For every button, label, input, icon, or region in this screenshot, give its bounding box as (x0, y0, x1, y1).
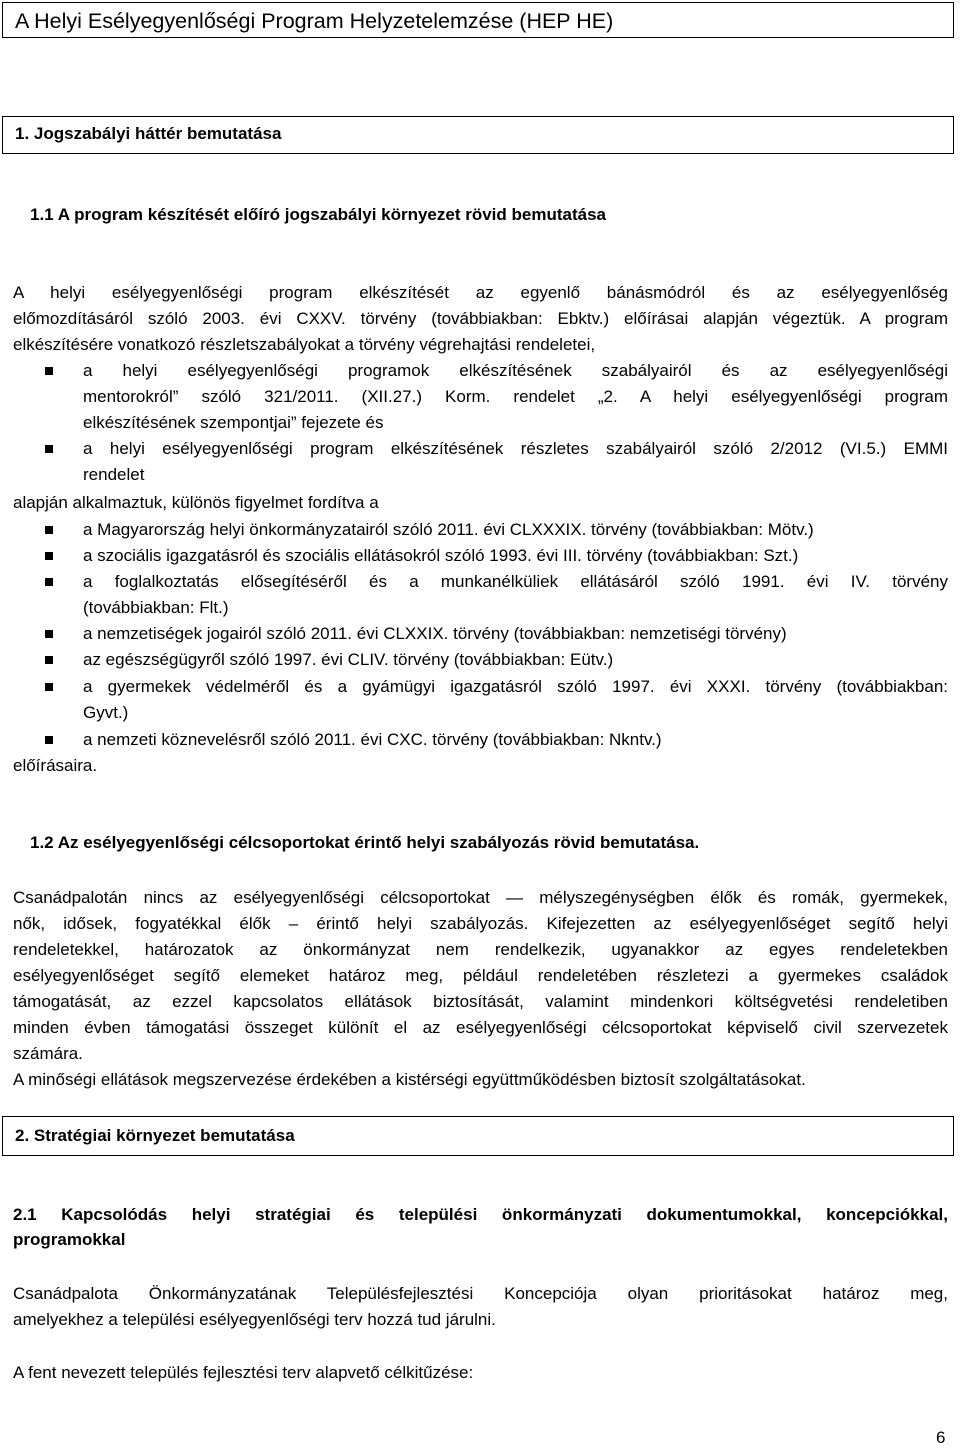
section-1-1-heading: 1.1 A program készítését előíró jogszabályi környezet rövid bemutatása (30, 205, 606, 224)
bullet-icon (45, 630, 53, 638)
document-title: A Helyi Esélyegyenlőségi Program Helyzetelemzése (HEP HE) (15, 9, 614, 33)
bullet-icon (45, 736, 53, 744)
section-2-heading-box (2, 1116, 954, 1156)
bullet-icon (45, 683, 53, 691)
section-1-2-line-7: számára. (13, 1044, 83, 1063)
page-number: 6 (936, 1428, 946, 1447)
section-1-1-line-3: elkészítésére vonatkozó részletszabályokat a törvény végrehajtási rendeletei, (13, 335, 596, 354)
section-1-1-line-2: előmozdításáról szóló 2003. évi CXXV. törvény (továbbiakban: Ebktv.) előírásai alapján végeztük. A program (13, 309, 948, 328)
section-1-2-heading: 1.2 Az esélyegyenlőségi célcsoportokat érintő helyi szabályozás rövid bemutatása. (30, 833, 700, 852)
law-bullet-3-line-1: a foglalkoztatás elősegítéséről és a munkanélküliek ellátásáról szóló 1991. évi IV. törvény (83, 572, 948, 591)
section-1-1-closing: előírásaira. (13, 756, 98, 775)
section-1-heading: 1. Jogszabályi háttér bemutatása (15, 124, 282, 143)
law-bullet-6-line-2: Gyvt.) (83, 703, 129, 722)
sub-bullet-1-line-2: mentorokról” szóló 321/2011. (XII.27.) Korm. rendelet „2. A helyi esélyegyenlőségi program (83, 387, 948, 406)
law-bullet-7: a nemzeti köznevelésről szóló 2011. évi CXC. törvény (továbbiakban: Nkntv.) (83, 730, 662, 749)
law-bullet-5: az egészségügyről szóló 1997. évi CLIV. törvény (továbbiakban: Eütv.) (83, 650, 614, 669)
section-1-2-para-2: A minőségi ellátások megszervezése érdekében a kistérségi együttműködésben biztosít szolgáltatásokat. (13, 1070, 806, 1089)
section-1-2-line-3: rendeletekkel, határozatok az önkormányzat nem rendelkezik, ugyanakkor az egyes rendeletekben (13, 940, 948, 959)
bullet-icon (45, 656, 53, 664)
section-1-2-line-2: nők, idősek, fogyatékkal élők – érintő helyi szabályozás. Kifejezetten az esélyegyenlőséget segítő helyi (13, 914, 948, 933)
section-2-1-line-1: Csanádpalota Önkormányzatának Településfejlesztési Koncepciója olyan prioritásokat határoz meg, (13, 1284, 948, 1303)
bullet-icon (45, 552, 53, 560)
section-2-1-heading-line-1: 2.1 Kapcsolódás helyi stratégiai és települési önkormányzati dokumentumokkal, koncepciókkal, (13, 1205, 948, 1224)
law-bullet-2: a szociális igazgatásról és szociális ellátásokról szóló 1993. évi III. törvény (továbbiakban: Szt.) (83, 546, 799, 565)
law-bullet-6-line-1: a gyermekek védelméről és a gyámügyi igazgatásról szóló 1997. évi XXXI. törvény (továbbiakban: (83, 677, 948, 696)
section-2-1-para-2: A fent nevezett település fejlesztési terv alapvető célkitűzése: (13, 1363, 474, 1382)
section-1-2-line-1: Csanádpalotán nincs az esélyegyenlőségi célcsoportokat — mélyszegénységben élők és romák, gyermekek, (13, 888, 948, 907)
law-bullet-4: a nemzetiségek jogairól szóló 2011. évi CLXXIX. törvény (továbbiakban: nemzetiségi törvény) (83, 624, 787, 643)
section-1-2-line-5: támogatását, az ezzel kapcsolatos ellátások biztosítását, valamint mindenkori költségvetési rendeletiben (13, 992, 948, 1011)
law-bullet-3-line-2: (továbbiakban: Flt.) (83, 598, 229, 617)
bullet-icon (45, 526, 53, 534)
bullet-icon (45, 367, 53, 375)
bullet-icon (45, 578, 53, 586)
sub-bullet-2-line-1: a helyi esélyegyenlőségi program elkészítésének részletes szabályairól szóló 2/2012 (VI.5.) EMMI (83, 439, 948, 458)
document-title-box (2, 2, 954, 38)
sub-bullet-2-line-2: rendelet (83, 465, 145, 484)
sub-bullet-1-line-1: a helyi esélyegyenlőségi programok elkészítésének szabályairól és az esélyegyenlőségi (83, 361, 948, 380)
law-bullet-1: a Magyarország helyi önkormányzatairól szóló 2011. évi CLXXXIX. törvény (továbbiakban: Mötv.) (83, 520, 814, 539)
section-2-heading: 2. Stratégiai környezet bemutatása (15, 1126, 295, 1145)
bullet-icon (45, 445, 53, 453)
section-2-1-line-2: amelyekhez a települési esélyegyenlőségi terv hozzá tud járulni. (13, 1310, 496, 1329)
section-1-1-intro2: alapján alkalmaztuk, különös figyelmet fordítva a (13, 493, 379, 512)
section-2-1-heading-line-2: programokkal (13, 1230, 126, 1249)
section-1-heading-box (2, 116, 954, 154)
section-1-1-line-1: A helyi esélyegyenlőségi program elkészítését az egyenlő bánásmódról és az esélyegyenlőség (13, 283, 948, 302)
section-1-2-line-4: esélyegyenlőséget segítő elemeket határoz meg, például rendeletében részletezi a gyermekes családok (13, 966, 948, 985)
sub-bullet-1-line-3: elkészítésének szempontjai” fejezete és (83, 413, 384, 432)
section-1-2-line-6: minden évben támogatási összeget különít el az esélyegyenlőségi célcsoportokat képviselő civil szervezetek (13, 1018, 948, 1037)
